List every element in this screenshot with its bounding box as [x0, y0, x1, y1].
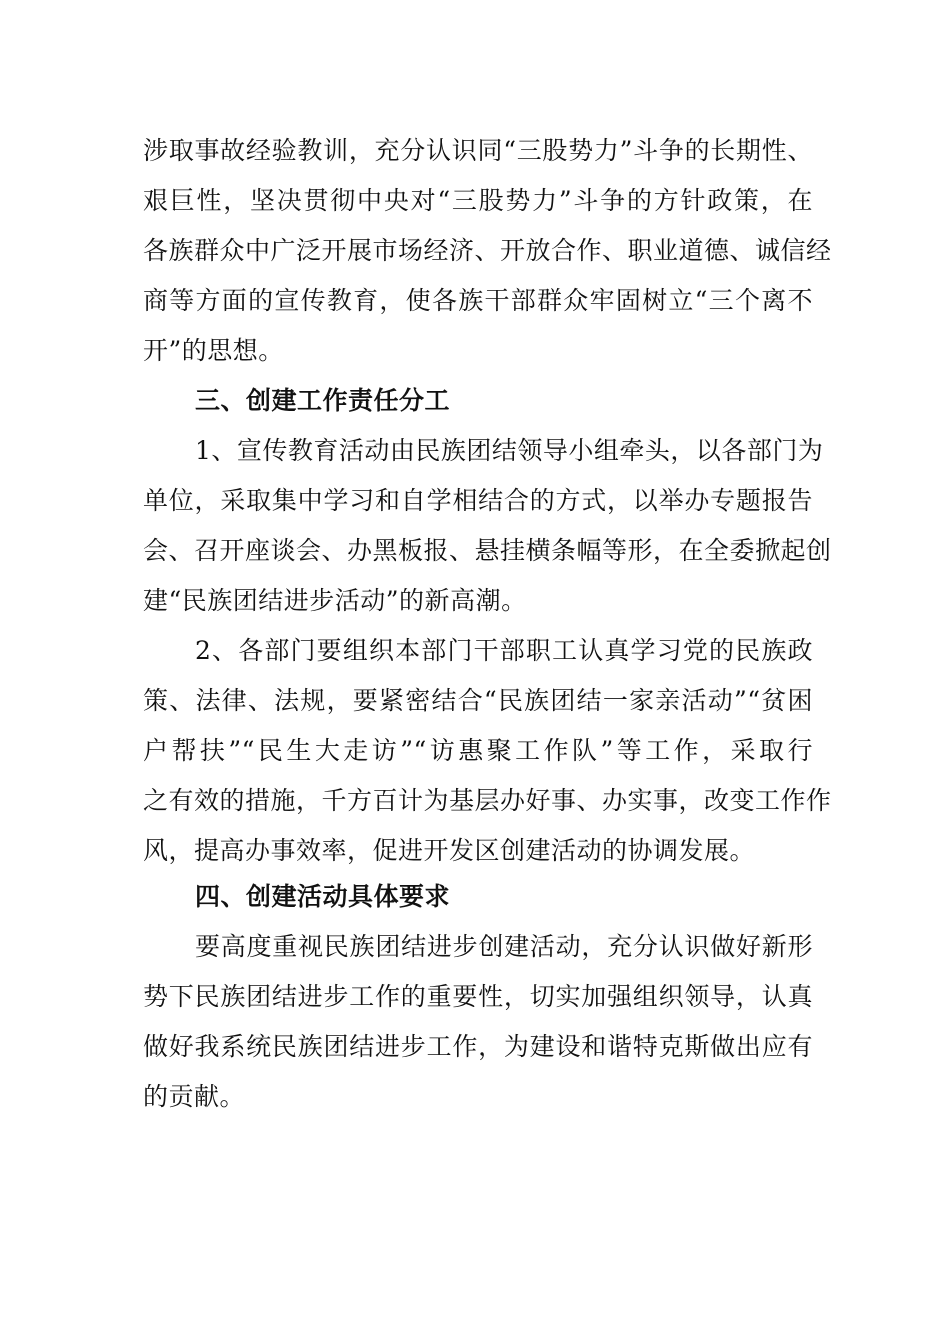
paragraph-line: 商等方面的宣传教育，使各族干部群众牢固树立“三个离不 — [143, 286, 813, 315]
list-item-line: 策、法律、法规，要紧密结合“民族团结一家亲活动”“贫困 — [143, 686, 813, 715]
paragraph-line: 要高度重视民族团结进步创建活动，充分认识做好新形 — [195, 932, 813, 961]
section-heading-4: 四、创建活动具体要求 — [195, 882, 451, 911]
list-item-line: 建“民族团结进步活动”的新高潮。 — [143, 586, 527, 615]
paragraph-line: 开”的思想。 — [143, 336, 284, 365]
paragraph-line: 涉取事故经验教训，充分认识同“三股势力”斗争的长期性、 — [143, 136, 813, 165]
section-heading-3: 三、创建工作责任分工 — [195, 386, 451, 415]
paragraph-line: 各族群众中广泛开展市场经济、开放合作、职业道德、诚信经 — [143, 236, 832, 265]
list-item-line: 1、宣传教育活动由民族团结领导小组牵头，以各部门为 — [195, 436, 824, 465]
list-item-line: 户帮扶”“民生大走访”“访惠聚工作队”等工作，采取行 — [143, 736, 813, 765]
list-item-line: 单位，采取集中学习和自学相结合的方式，以举办专题报告 — [143, 486, 813, 515]
paragraph-line: 势下民族团结进步工作的重要性，切实加强组织领导，认真 — [143, 982, 813, 1011]
list-item-line: 风，提高办事效率，促进开发区创建活动的协调发展。 — [143, 836, 756, 865]
list-item-line: 之有效的措施，千方百计为基层办好事、办实事，改变工作作 — [143, 786, 832, 815]
list-item-line: 2、各部门要组织本部门干部职工认真学习党的民族政 — [195, 636, 813, 665]
paragraph-line: 做好我系统民族团结进步工作，为建设和谐特克斯做出应有 — [143, 1032, 813, 1061]
paragraph-line: 的贡献。 — [143, 1082, 246, 1111]
paragraph-line: 艰巨性，坚决贯彻中央对“三股势力”斗争的方针政策，在 — [143, 186, 813, 215]
list-item-line: 会、召开座谈会、办黑板报、悬挂横条幅等形，在全委掀起创 — [143, 536, 832, 565]
